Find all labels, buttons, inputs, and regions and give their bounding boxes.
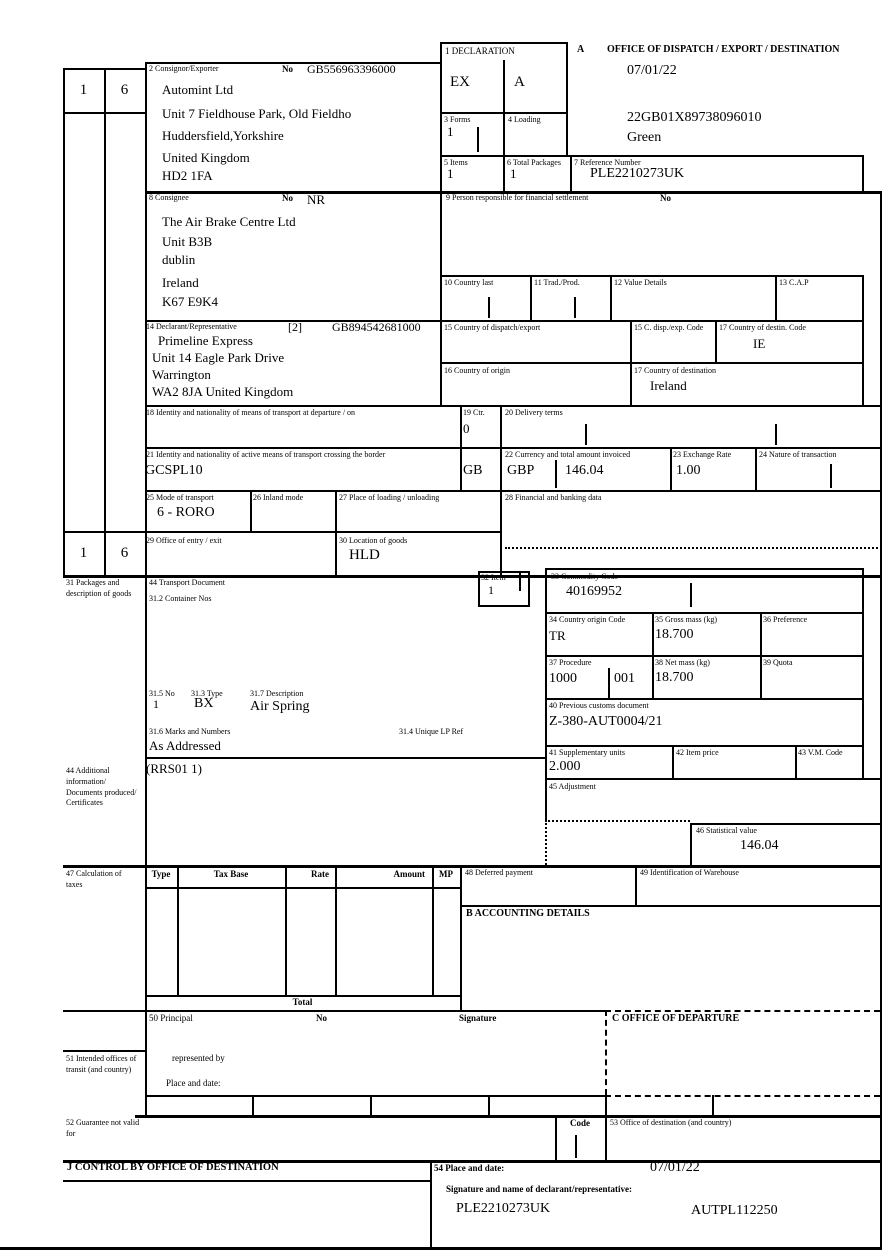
box7-label: 7 Reference Number [574, 158, 641, 167]
form-line [755, 447, 757, 490]
box45-label: 45 Adjustment [549, 782, 596, 791]
mode-of-transport: 6 - RORO [157, 505, 215, 520]
form-line [145, 62, 147, 1115]
box44-label: 44 Additional information/ Documents produced/ Certificates [66, 766, 137, 808]
form-line [250, 490, 252, 532]
consignee-country: Ireland [162, 275, 199, 290]
box2-label: 2 Consignor/Exporter [149, 64, 219, 73]
form-line [460, 405, 462, 490]
form-line [760, 612, 762, 698]
represented-by-label: represented by [172, 1053, 225, 1063]
tick-mark [690, 583, 692, 607]
form-line [630, 320, 632, 405]
movement-reference-number: 22GB01X89738096010 [627, 110, 762, 125]
form-line [795, 745, 797, 778]
box54-label: 54 Place and date: [434, 1163, 505, 1173]
form-line [145, 447, 880, 449]
box9-label: 9 Person responsible for financial settlement [446, 193, 589, 202]
form-line [690, 823, 692, 865]
control-by-destination-label: J CONTROL BY OFFICE OF DESTINATION [67, 1162, 279, 1173]
form-line [145, 320, 862, 322]
form-line [145, 405, 880, 407]
box16-label: 16 Country of origin [444, 366, 510, 375]
tick-mark [585, 424, 587, 445]
form-line [715, 320, 717, 362]
officeA-letter: A [577, 44, 585, 55]
consignor-country: United Kingdom [162, 150, 250, 165]
destination-code: IE [753, 336, 766, 351]
form-line [545, 612, 862, 614]
box53-label: 53 Office of destination (and country) [610, 1118, 732, 1127]
form-line [145, 1095, 605, 1097]
copy-number-left: 1 [79, 81, 88, 98]
box47-label: 47 Calculation of taxes [66, 869, 122, 889]
tick-mark [488, 297, 490, 318]
box6-label: 6 Total Packages [507, 158, 561, 167]
consignee-address-1: Unit B3B [162, 234, 213, 249]
form-line [545, 745, 862, 747]
tax-header-base: Tax Base [213, 869, 249, 879]
tax-header-rate: Rate [311, 869, 329, 879]
box30-label: 30 Location of goods [339, 536, 408, 545]
declarant-reference: PLE2210273UK [456, 1201, 551, 1216]
previous-document: Z-380-AUT0004/21 [549, 714, 663, 729]
form-line [478, 571, 480, 605]
dispatch-date: 07/01/22 [627, 63, 677, 78]
copy-number-left-2: 1 [79, 544, 88, 561]
box3-label: 3 Forms [444, 115, 471, 124]
transport-nationality: GB [463, 463, 483, 478]
box13-label: 13 C.A.P [779, 278, 809, 287]
box15a-label: 15 C. disp./exp. Code [634, 323, 704, 332]
form-line [500, 405, 502, 575]
tax-header-type: Type [151, 869, 171, 879]
form-line [545, 568, 862, 570]
tick-mark [575, 1135, 577, 1158]
transport-identity: GCSPL10 [145, 463, 203, 478]
reference-number-value: PLE2210273UK [590, 166, 685, 181]
box20-label: 20 Delivery terms [505, 408, 563, 417]
guarantee-code-label: Code [570, 1118, 590, 1128]
location-of-goods: HLD [349, 547, 380, 563]
copy-number-right-2: 6 [120, 544, 129, 561]
pkg-desc-label: 31.7 Description [250, 689, 304, 698]
box5-label: 5 Items [444, 158, 468, 167]
form-line [104, 68, 106, 575]
tick-mark [830, 464, 832, 488]
box14-label: 14 Declarant/Representative [146, 322, 237, 331]
net-mass: 18.700 [655, 670, 694, 685]
invoice-amount: 146.04 [565, 463, 604, 478]
supplementary-units: 2.000 [549, 759, 581, 774]
items-value: 1 [447, 166, 454, 181]
form-line [488, 1095, 490, 1115]
dotted-line [545, 820, 690, 822]
consignee-postcode: K67 E9K4 [162, 294, 218, 309]
form-line [566, 42, 568, 155]
box50-label: 50 Principal [149, 1013, 193, 1023]
form-line [440, 362, 862, 364]
box48-label: 48 Deferred payment [465, 868, 533, 877]
dashed-line [605, 1010, 607, 1095]
consignor-postcode: HD2 1FA [162, 168, 213, 183]
form-line [63, 68, 65, 575]
box24-label: 24 Nature of transaction [759, 450, 837, 459]
form-line [335, 865, 337, 995]
box9-no-label: No [660, 193, 671, 203]
form-line [145, 490, 880, 492]
box39-label: 39 Quota [763, 658, 793, 667]
box31-label: 31 Packages and description of goods [66, 578, 132, 598]
box38-label: 38 Net mass (kg) [655, 658, 710, 667]
box2-no-label: No [282, 64, 293, 74]
pkg-lp-label: 31.4 Unique LP Ref [399, 727, 464, 736]
box41-label: 41 Supplementary units [549, 748, 625, 757]
gross-mass: 18.700 [655, 627, 694, 642]
container-flag: 0 [463, 421, 470, 436]
declarant-eori: GB894542681000 [332, 320, 421, 334]
form-line [63, 1050, 145, 1052]
form-line [545, 778, 880, 780]
pkg-type: BX [194, 696, 214, 711]
commodity-code: 40169952 [566, 584, 622, 599]
form-line [652, 612, 654, 698]
form-line [605, 1095, 607, 1160]
box50-no-label: No [316, 1013, 327, 1023]
form-line [135, 1115, 880, 1118]
form-line [440, 42, 566, 44]
officeA-title: OFFICE OF DISPATCH / EXPORT / DESTINATION [607, 44, 840, 55]
tax-header-amount: Amount [393, 869, 425, 879]
form-line [530, 275, 532, 320]
form-line [145, 887, 460, 889]
form-line [862, 275, 864, 405]
box27-label: 27 Place of loading / unloading [339, 493, 440, 502]
box50-signature-label: Signature [459, 1013, 497, 1023]
consignor-address-1: Unit 7 Fieldhouse Park, Old Fieldho [162, 106, 352, 121]
box17a-label: 17 Country of destin. Code [719, 323, 806, 332]
invoice-currency: GBP [507, 463, 535, 478]
box18-label: 18 Identity and nationality of means of transport at departure / on [146, 408, 356, 417]
form-line [440, 42, 442, 405]
box49-label: 49 Identification of Warehouse [640, 868, 739, 877]
form-line [775, 275, 777, 320]
signature-name-label: Signature and name of declarant/representative: [446, 1184, 632, 1194]
box43-label: 43 V.M. Code [798, 748, 843, 757]
box34-label: 34 Country origin Code [549, 615, 626, 624]
form-line [545, 698, 862, 700]
form-line [460, 905, 880, 907]
box40-label: 40 Previous customs document [549, 701, 649, 710]
box37-label: 37 Procedure [549, 658, 592, 667]
box51-label: 51 Intended offices of transit (and country) [66, 1054, 137, 1074]
box19-label: 19 Ctr. [463, 408, 485, 417]
box46-label: 46 Statistical value [696, 826, 757, 835]
box10-label: 10 Country last [444, 278, 494, 287]
form-line [252, 1095, 254, 1115]
box4-label: 4 Loading [508, 115, 541, 124]
box31-2-label: 31.2 Container Nos [149, 594, 212, 603]
declaration-type: EX [450, 74, 470, 90]
forms-value: 1 [447, 124, 454, 139]
procedure-code-2: 001 [614, 671, 635, 686]
form-line [862, 568, 864, 778]
form-line [440, 275, 862, 277]
box23-label: 23 Exchange Rate [673, 450, 732, 459]
office-of-departure-label: C OFFICE OF DEPARTURE [612, 1013, 740, 1024]
box26-label: 26 Inland mode [253, 493, 304, 502]
tick-mark [477, 127, 479, 152]
destination-country: Ireland [650, 378, 687, 393]
form-line [690, 823, 880, 825]
form-line [670, 447, 672, 490]
tax-total-label: Total [292, 997, 313, 1007]
box8-no-label: No [282, 193, 293, 203]
copy-number-right: 6 [120, 81, 129, 98]
consignee-address-2: dublin [162, 252, 196, 267]
form-line [478, 605, 530, 607]
box35-label: 35 Gross mass (kg) [655, 615, 717, 624]
declarant-code: [2] [288, 320, 302, 334]
declarant-address-1: Unit 14 Eagle Park Drive [152, 350, 285, 365]
pkg-marks-label: 31.6 Marks and Numbers [149, 727, 231, 736]
box36-label: 36 Preference [763, 615, 808, 624]
pkg-type-label: 31.3 Type [191, 689, 223, 698]
form-line [145, 757, 545, 759]
box21-label: 21 Identity and nationality of active means of transport crossing the border [146, 450, 386, 459]
procedure-code: 1000 [549, 671, 577, 686]
form-line [570, 155, 572, 191]
marks-and-numbers: As Addressed [149, 738, 221, 753]
declarant-country: WA2 8JA United Kingdom [152, 384, 294, 399]
dashed-line [605, 1095, 880, 1097]
consignor-eori: GB556963396000 [307, 62, 396, 76]
item-number: 1 [488, 583, 494, 597]
declarant-address-2: Warrington [152, 367, 211, 382]
form-line [862, 155, 864, 191]
box22-label: 22 Currency and total amount invoiced [505, 450, 631, 459]
form-line [177, 865, 179, 995]
form-line [712, 1095, 714, 1115]
box11-label: 11 Trad./Prod. [534, 278, 580, 287]
tax-header-mp: MP [439, 869, 453, 879]
box12-label: 12 Value Details [614, 278, 667, 287]
pkg-no-label: 31.5 No [149, 689, 175, 698]
origin-country-code: TR [549, 628, 566, 643]
total-packages-value: 1 [510, 166, 517, 181]
form-line [503, 60, 505, 191]
declaration-part: A [514, 74, 525, 90]
box15-label: 15 Country of dispatch/export [444, 323, 541, 332]
box29-label: 29 Office of entry / exit [146, 536, 222, 545]
form-line [545, 568, 547, 820]
form-line [460, 865, 462, 1010]
declarant-name-value: AUTPL112250 [691, 1203, 778, 1218]
box17-label: 17 Country of destination [634, 366, 716, 375]
dotted-line [505, 547, 878, 549]
box1-label: 1 DECLARATION [445, 46, 515, 56]
form-line [63, 1180, 430, 1182]
place-date-value: 07/01/22 [650, 1160, 700, 1175]
form-line [555, 460, 557, 488]
declarant-name: Primeline Express [158, 333, 253, 348]
box33-label: 33 Commodity Code [551, 572, 619, 581]
pkg-count: 1 [153, 697, 159, 711]
form-line [545, 655, 862, 657]
form-line [285, 865, 287, 995]
consignee-id: NR [307, 192, 326, 207]
form-line [608, 668, 610, 698]
tick-mark [574, 297, 576, 318]
additional-info-value: (RRS01 1) [146, 761, 202, 776]
form-line [370, 1095, 372, 1115]
consignor-name: Automint Ltd [162, 82, 234, 97]
accounting-details-label: B ACCOUNTING DETAILS [466, 908, 590, 919]
form-line [528, 571, 530, 605]
dashed-line [605, 1010, 880, 1012]
form-line [430, 1160, 432, 1248]
tick-mark [519, 573, 521, 591]
statistical-value: 146.04 [740, 838, 779, 853]
box25-label: 25 Mode of transport [146, 493, 214, 502]
box32-label: 32 Item [481, 573, 506, 582]
form-line [610, 275, 612, 320]
form-line [432, 865, 434, 995]
exchange-rate: 1.00 [676, 463, 701, 478]
consignor-address-2: Huddersfield,Yorkshire [162, 128, 284, 143]
tick-mark [775, 424, 777, 445]
box52-label: 52 Guarantee not valid for [66, 1118, 140, 1138]
form-line [635, 865, 637, 905]
box42-label: 42 Item price [676, 748, 719, 757]
form-line [672, 745, 674, 778]
routing-indicator: Green [627, 130, 662, 145]
box8-label: 8 Consignee [149, 193, 189, 202]
place-and-date-label: Place and date: [166, 1078, 221, 1088]
goods-description: Air Spring [250, 699, 310, 714]
box28-label: 28 Financial and banking data [505, 493, 602, 502]
dotted-line [545, 820, 547, 865]
form-line [335, 490, 337, 575]
consignee-name: The Air Brake Centre Ltd [162, 214, 296, 229]
box44t-label: 44 Transport Document [149, 578, 225, 587]
